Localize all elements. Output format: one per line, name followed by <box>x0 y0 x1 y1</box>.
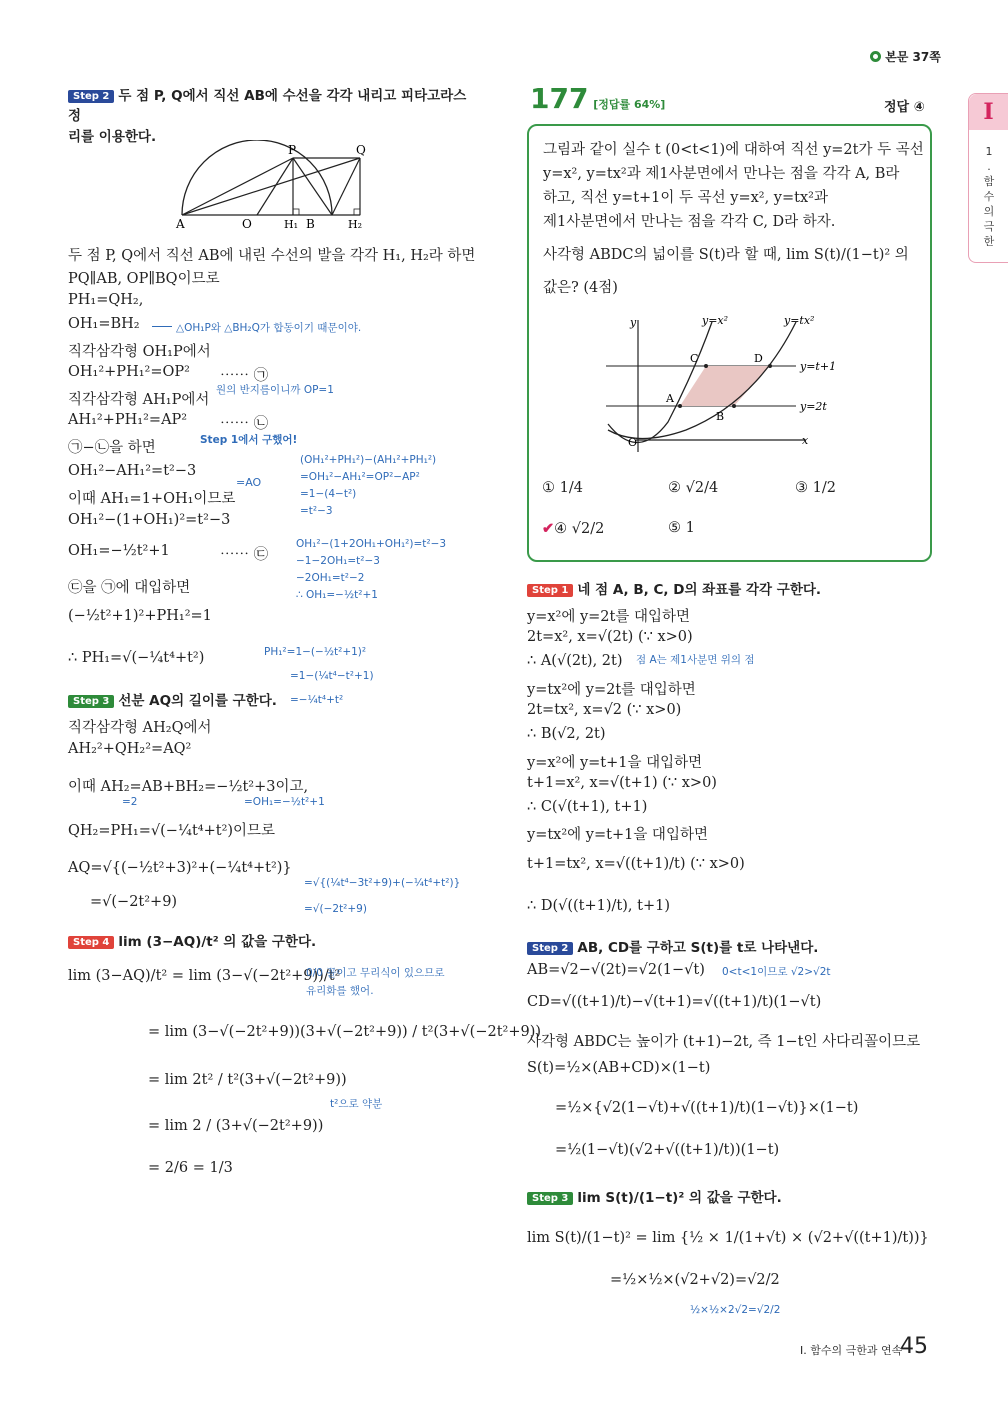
text-line: OH₁=−½t²+1 <box>68 543 170 559</box>
choice-5: ⑤ 1 <box>668 520 695 536</box>
choice-1: ① 1/4 <box>542 480 583 496</box>
text-line: ∴ A(√(2t), 2t) <box>527 653 623 669</box>
question-line: 그림과 같이 실수 t (0<t<1)에 대하여 직선 y=2t가 두 곡선 <box>543 142 924 158</box>
step3-heading: Step 3 선분 AQ의 길이를 구한다. <box>68 689 277 709</box>
side-note: 0<t<1이므로 √2>√2t <box>722 966 831 978</box>
problem-number: 177 <box>530 82 589 115</box>
text-line: = lim 2 / (3+√(−2t²+9)) <box>148 1118 324 1134</box>
step-badge: Step 1 <box>527 584 573 597</box>
point-B: B <box>716 410 725 423</box>
text-line: t+1=tx², x=√((t+1)/t) (∵ x>0) <box>527 856 745 872</box>
text-line: = lim (3−√(−2t²+9))(3+√(−2t²+9)) / t²(3+√(−2t²+9)) <box>148 1024 542 1040</box>
label-H1: H₁ <box>284 218 299 231</box>
text-line: y=tx²에 y=t+1을 대입하면 <box>527 827 708 843</box>
text-line: ㉢을 ㉠에 대입하면 <box>68 580 191 596</box>
equation-marker: ⋯⋯ ㉠ <box>220 368 269 384</box>
question-line: 하고, 직선 y=t+1이 두 곡선 y=x², y=tx²과 <box>543 190 828 206</box>
point-D: D <box>754 352 763 365</box>
text-line: ∴ B(√2, 2t) <box>527 726 606 742</box>
chapter-tab <box>968 93 1008 263</box>
derivation-note: =√{(¼t⁴−3t²+9)+(−¼t⁴+t²)} =√(−2t²+9) <box>304 877 461 915</box>
label-H2: H₂ <box>348 218 363 231</box>
choice-2: ② √2/4 <box>668 480 719 496</box>
text-line: t+1=x², x=√(t+1) (∵ x>0) <box>527 775 717 791</box>
text-line: QH₂=PH₁=√(−¼t⁴+t²)이므로 <box>68 823 276 839</box>
side-note: =2 <box>122 796 138 808</box>
text-line: 2t=x², x=√(2t) (∵ x>0) <box>527 629 693 645</box>
point-C: C <box>690 352 699 365</box>
footer-chapter: I. 함수의 극한과 연속 <box>800 1344 903 1357</box>
text-line: 직각삼각형 AH₂Q에서 <box>68 720 212 736</box>
text-line: ∴ D(√((t+1)/t), t+1) <box>527 898 670 914</box>
chapter-vertical-title: 1 . 함 수 의 극 한 <box>983 145 995 248</box>
line-label-t1: y=t+1 <box>800 360 837 373</box>
curve-label-tx2: y=tx² <box>784 314 815 327</box>
side-note: △OH₁P와 △BH₂Q가 합동이기 때문이야. <box>176 322 362 334</box>
text-line: 직각삼각형 OH₁P에서 <box>68 344 211 360</box>
question-line: 제1사분면에서 만나는 점을 각각 C, D라 하자. <box>543 214 836 230</box>
side-note: =OH₁=−½t²+1 <box>244 796 325 808</box>
side-note: t²으로 약분 <box>330 1098 383 1110</box>
text-line: =½×½×(√2+√2)=√2/2 <box>610 1272 780 1288</box>
text-line: AH₂²+QH₂²=AQ² <box>68 741 192 757</box>
derivation-note: (OH₁²+PH₁²)−(AH₁²+PH₁²) =OH₁²−AH₁²=OP²−AP² =1−(4−t²) =t²−3 <box>300 454 437 517</box>
text-line: = lim 2t² / t²(3+√(−2t²+9)) <box>148 1072 347 1088</box>
answer-label: 정답 ④ <box>884 100 925 115</box>
equation-marker: ⋯⋯ ㉢ <box>220 547 269 563</box>
problem-header <box>530 82 665 115</box>
equation-marker: ⋯⋯ ㉡ <box>220 416 269 432</box>
text-line: 사각형 ABDC는 높이가 (t+1)−2t, 즉 1−t인 사다리꼴이므로 <box>527 1034 921 1050</box>
page-reference: 본문 37쪽 <box>870 48 941 65</box>
text-line: AH₁²+PH₁²=AP² <box>68 412 188 428</box>
label-Q: Q <box>356 143 366 157</box>
question-line: 사각형 ABDC의 넓이를 S(t)라 할 때, lim S(t)/(1−t)² 의 <box>543 247 909 263</box>
text-line: OH₁²+PH₁²=OP² <box>68 364 190 380</box>
step2-heading: Step 2 두 점 P, Q에서 직선 AB에 수선을 각각 내리고 피타고라스 정 리를 이용한다. <box>68 88 467 145</box>
text-line: ∴ C(√(t+1), t+1) <box>527 799 648 815</box>
text-line: 두 점 P, Q에서 직선 AB에 내린 수선의 발을 각각 H₁, H₂라 하면 <box>68 248 476 264</box>
step-badge: Step 3 <box>527 1192 573 1205</box>
derivation-note: PH₁²=1−(−½t²+1)² =1−(¼t⁴−t²+1) =−¼t⁴+t² <box>264 646 374 706</box>
step-badge: Step 3 <box>68 695 114 708</box>
question-line: 값은? (4점) <box>543 280 618 296</box>
label-O: O <box>242 217 252 231</box>
text-line: AQ=√{(−½t²+3)²+(−¼t⁴+t²)} <box>68 860 292 876</box>
derivation-note: OH₁²−(1+2OH₁+OH₁²)=t²−3 −1−2OH₁=t²−3 −2OH₁=t²−2 ∴ OH₁=−½t²+1 <box>296 538 447 601</box>
text-line: CD=√((t+1)/t)−√(t+1)=√((t+1)/t)(1−√t) <box>527 994 822 1010</box>
text-line: OH₁=BH₂ <box>68 316 140 332</box>
page-number: 45 <box>900 1334 928 1359</box>
text-line: PQ∥AB, OP∥BQ이므로 <box>68 271 220 287</box>
text-line: lim S(t)/(1−t)² = lim {½ × 1/(1+√t) × (√2+√((t+1)/t))} <box>527 1230 929 1246</box>
step-badge: Step 2 <box>68 90 114 103</box>
accuracy-rate: [정답률 64%] <box>593 98 666 111</box>
choice-4: ✔④ √2/2 <box>542 520 605 537</box>
text-line: y=tx²에 y=2t를 대입하면 <box>527 682 696 698</box>
r-step2-heading: Step 2 AB, CD를 구하고 S(t)를 t로 나타낸다. <box>527 936 818 956</box>
side-note: =AO <box>236 476 262 489</box>
axis-x-label: x <box>802 434 809 447</box>
axis-y-label: y <box>630 316 637 329</box>
text-line: =½(1−√t)(√2+√((t+1)/t))(1−t) <box>555 1142 780 1158</box>
text-line: ∴ PH₁=√(−¼t⁴+t²) <box>68 650 205 666</box>
step-badge: Step 4 <box>68 936 114 949</box>
semicircle-figure <box>170 140 380 232</box>
point-A: A <box>666 392 674 405</box>
text-line: 직각삼각형 AH₁P에서 <box>68 392 210 408</box>
text-line: lim (3−AQ)/t² = lim (3−√(−2t²+9))/t² <box>68 968 341 984</box>
label-P: P <box>288 143 297 157</box>
text-line: 이때 AH₁=1+OH₁이므로 <box>68 491 236 507</box>
check-icon: ✔ <box>542 520 555 537</box>
curves-graph <box>606 312 856 457</box>
text-line: PH₁=QH₂, <box>68 292 144 308</box>
step4-heading: Step 4 lim (3−AQ)/t² 의 값을 구한다. <box>68 930 316 950</box>
text-line: (−½t²+1)²+PH₁²=1 <box>68 608 212 624</box>
r-step1-heading: Step 1 네 점 A, B, C, D의 좌표를 각각 구한다. <box>527 578 821 598</box>
side-note: 0/0 꼴이고 무리식이 있으므로 유리화를 했어. <box>306 967 445 997</box>
r-step3-heading: Step 3 lim S(t)/(1−t)² 의 값을 구한다. <box>527 1186 782 1206</box>
text-line: OH₁²−(1+OH₁)²=t²−3 <box>68 512 231 528</box>
text-line: = 2/6 = 1/3 <box>148 1160 233 1176</box>
text-line: ㉠−㉡을 하면 <box>68 440 156 456</box>
circle-icon <box>870 51 881 62</box>
side-note: Step 1에서 구했어! <box>200 434 298 446</box>
label-A: A <box>176 217 185 231</box>
question-line: y=x², y=tx²과 제1사분면에서 만나는 점을 각각 A, B라 <box>543 166 900 182</box>
text-line: 이때 AH₂=AB+BH₂=−½t²+3이고, <box>68 779 309 795</box>
step-badge: Step 2 <box>527 942 573 955</box>
text-line: OH₁²−AH₁²=t²−3 <box>68 463 197 479</box>
text-line: y=x²에 y=2t를 대입하면 <box>527 609 690 625</box>
side-note: 원의 반지름이니까 OP=1 <box>216 384 334 396</box>
text-line: =½×{√2(1−√t)+√((t+1)/t)(1−√t)}×(1−t) <box>555 1100 859 1116</box>
choice-3: ③ 1/2 <box>795 480 836 496</box>
curve-label-x2: y=x² <box>702 314 729 327</box>
origin-label: O <box>628 436 638 449</box>
text-line: 2t=tx², x=√2 (∵ x>0) <box>527 702 682 718</box>
text-line: y=x²에 y=t+1을 대입하면 <box>527 755 703 771</box>
chapter-roman: I <box>969 94 1008 130</box>
text-line: S(t)=½×(AB+CD)×(1−t) <box>527 1060 711 1076</box>
text-line: =√(−2t²+9) <box>90 894 178 910</box>
text-line: AB=√2−√(2t)=√2(1−√t) <box>527 962 705 978</box>
label-B: B <box>306 217 315 231</box>
side-note: ½×½×2√2=√2/2 <box>690 1304 781 1316</box>
side-note: 점 A는 제1사분면 위의 점 <box>636 654 755 666</box>
line-label-2t: y=2t <box>800 400 827 413</box>
